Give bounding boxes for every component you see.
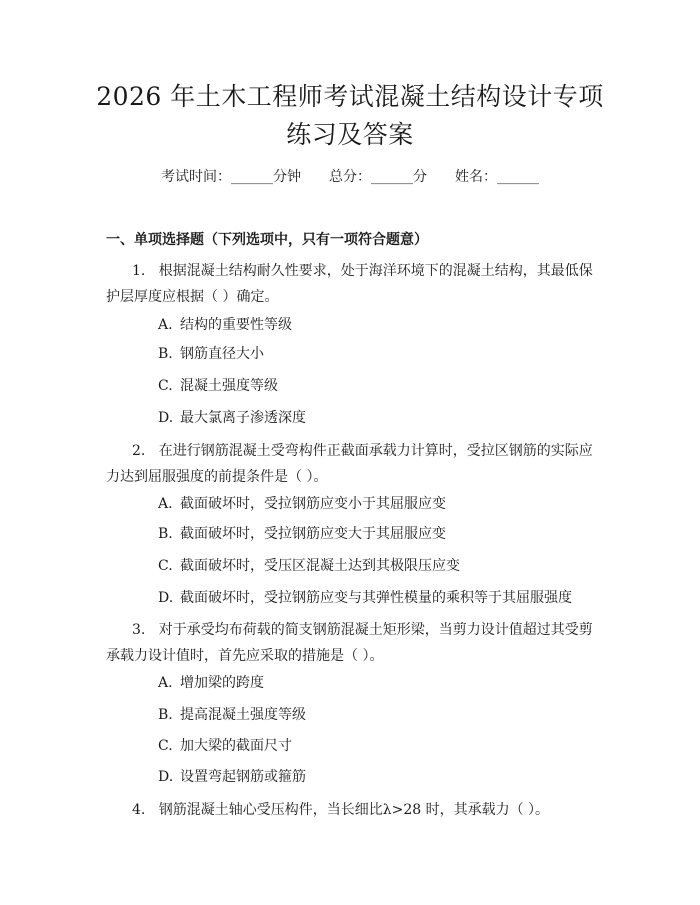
option-item [158,767,306,787]
option-letter: D. [158,410,174,426]
option-letter: A. [158,317,173,333]
option-text: 增加梁的跨度 [180,675,264,691]
option-text: 提高混凝土强度等级 [180,707,306,723]
question-4 [106,797,606,823]
document-title [60,78,640,154]
option-item [158,376,278,396]
option-letter: A. [158,675,173,691]
question-2 [106,438,606,490]
option-letter: B. [158,707,173,723]
question-number: 4. [132,802,146,818]
option-text: 最大氯离子渗透深度 [180,410,306,426]
option-text: 混凝土强度等级 [180,378,278,394]
option-letter: B. [158,526,173,542]
option-text: 截面破坏时，受拉钢筋应变与其弹性模量的乘积等于其屈服强度 [180,590,572,606]
option-text: 截面破坏时，受拉钢筋应变大于其屈服应变 [180,526,446,542]
total-score-unit: 分 [413,169,427,185]
option-text: 设置弯起钢筋或箍筋 [180,769,306,785]
option-letter: B. [158,346,173,362]
option-item [158,705,306,725]
option-text: 截面破坏时，受拉钢筋应变小于其屈服应变 [180,496,446,512]
option-letter: C. [158,378,173,394]
option-item [158,315,292,335]
exam-time-unit: 分钟 [273,169,301,185]
name-blank: ______ [497,169,539,185]
question-number: 2. [132,443,146,459]
exam-time-blank: ______ [231,169,273,185]
option-letter: D. [158,769,174,785]
option-letter: D. [158,590,174,606]
section-heading: 一、单项选择题（下列选项中，只有一项符合题意） [106,232,428,248]
option-item [158,673,264,693]
question-number: 3. [132,622,146,638]
option-text: 结构的重要性等级 [180,317,292,333]
option-item [158,556,460,576]
option-letter: A. [158,496,173,512]
option-item [158,494,446,514]
question-1 [106,258,606,310]
question-number: 1. [132,263,146,279]
option-item [158,588,572,608]
title-line-1: 2026 年土木工程师考试混凝土结构设计专项 [96,82,604,111]
option-letter: C. [158,558,173,574]
option-item [158,408,306,428]
option-letter: C. [158,738,173,754]
option-text: 钢筋直径大小 [180,346,264,362]
question-text: 在进行钢筋混凝土受弯构件正截面承载力计算时，受拉区钢筋的实际应力达到屈服强度的前提条件是（ ）。 [106,443,593,485]
option-item [158,524,446,544]
exam-time-label: 考试时间： [161,169,231,185]
option-text: 截面破坏时，受压区混凝土达到其极限压应变 [180,558,460,574]
question-text: 对于承受均布荷载的简支钢筋混凝土矩形梁，当剪力设计值超过其受剪承载力设计值时，首先应采取的措施是（ ）。 [106,622,593,664]
title-line-2: 练习及答案 [286,120,414,149]
question-text: 根据混凝土结构耐久性要求，处于海洋环境下的混凝土结构，其最低保护层厚度应根据（ ）确定。 [106,263,593,305]
option-item [158,344,264,364]
option-item [158,736,292,756]
name-label: 姓名： [455,169,497,185]
total-score-label: 总分： [329,169,371,185]
exam-info-line [60,167,640,187]
option-text: 加大梁的截面尺寸 [180,738,292,754]
total-score-blank: ______ [371,169,413,185]
question-3 [106,617,606,669]
question-text: 钢筋混凝土轴心受压构件，当长细比λ>28 时，其承载力（ ）。 [158,802,550,818]
